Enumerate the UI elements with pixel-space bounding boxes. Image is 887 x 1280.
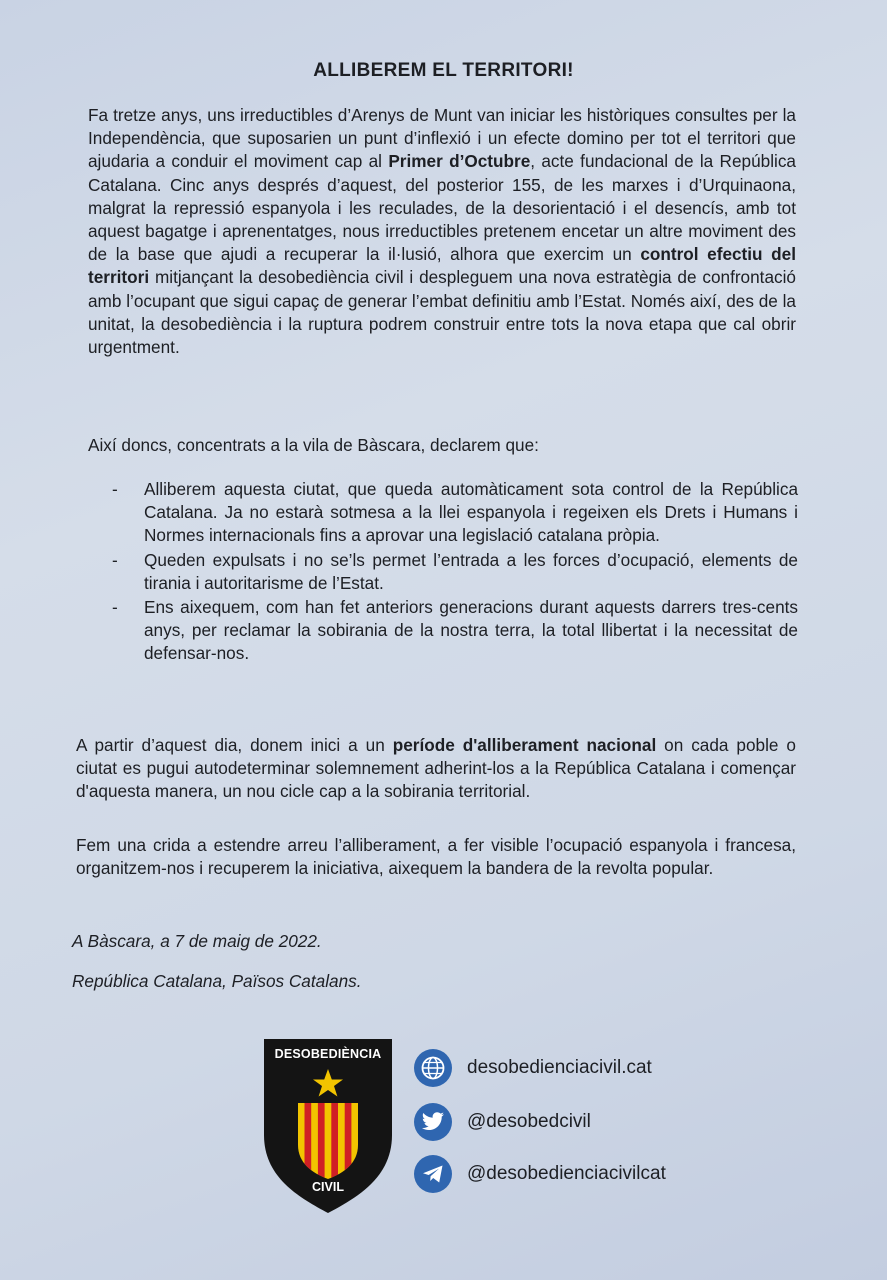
list-dash: - xyxy=(112,597,118,618)
logo-text-top: DESOBEDIÈNCIA xyxy=(274,1047,382,1061)
list-dash: - xyxy=(112,549,118,570)
logo-text-bottom: CIVIL xyxy=(312,1180,344,1194)
contact-telegram[interactable] xyxy=(414,1154,666,1194)
paragraph-liberation-period xyxy=(76,734,796,804)
date-line: A Bàscara, a 7 de maig de 2022. xyxy=(72,931,322,951)
list-item xyxy=(112,596,798,666)
paragraph-declaration-intro: Així doncs, concentrats a la vila de Bàscara, declarem que: xyxy=(88,435,539,455)
paragraph-intro-bold-2: control efectiu del territori xyxy=(88,244,796,288)
list-item xyxy=(112,478,798,548)
paragraph-liberation-text-2: on cada poble o ciutat es pugui autodeterminar solemnement adherint-los a la República Catalana i començar d'aquesta manera, un nou cicle cap a la sobirania territorial. xyxy=(76,735,796,802)
globe-icon xyxy=(414,1049,452,1087)
paragraph-intro-text-3: mitjançant la desobediència civil i despleguem una nova estratègia de confrontació amb l’ocupant que sigui capaç de generar l’embat definitiu amb l’Estat. Només així, des de la unitat, la desobediència i la ruptura podrem construir entre tots la nova etapa que cal obrir urgentment. xyxy=(88,267,796,358)
telegram-plane-icon xyxy=(414,1155,452,1193)
paragraph-intro xyxy=(88,104,796,359)
twitter-bird-icon xyxy=(414,1103,452,1141)
paragraph-liberation-bold: període d'alliberament nacional xyxy=(392,735,657,755)
twitter-handle-link[interactable]: @desobedcivil xyxy=(467,1111,591,1132)
place-line: República Catalana, Països Catalans. xyxy=(72,971,362,991)
declaration-text-2: Queden expulsats i no se’ls permet l’entrada a les forces d’ocupació, elements de tirania i autoritarisme de l’Estat. xyxy=(144,549,798,593)
paragraph-intro-text-1: Fa tretze anys, uns irreductibles d’Arenys de Munt van iniciar les històriques consultes per la Independència, que suposarien un punt d’inflexió i un efecte domino per tot el territori que ajudaria a conduir el moviment cap al xyxy=(88,105,796,172)
website-link[interactable]: desobedienciacivil.cat xyxy=(467,1057,652,1078)
declarations-list xyxy=(112,478,798,667)
paragraph-intro-text-2: , acte fundacional de la República Catalana. Cinc anys després d’aquest, del posterior 155, de les marxes i d’Urquinaona, malgrat la repressió espanyola i les reculades, de la desorientació i el desencís, amb tot aquest bagatge i aprenentatges, nous irreductibles pretenem encetar un altre moviment des de la base que ajudi a recuperar la il·lusió, alhora que exercim un xyxy=(88,151,796,265)
declaration-text-3: Ens aixequem, com han fet anteriors generacions durant aquests darrers tres-cents anys, per reclamar la sobirania de la nostra terra, la total llibertat i la necessitat de defensar-nos. xyxy=(144,597,798,664)
declaration-text-1: Alliberem aquesta ciutat, que queda automàticament sota control de la República Catalana. Ja no estarà sotmesa a la llei espanyola i regeixen els Drets i Humans i Normes internacionals fins a aprovar una legislació catalana pròpia. xyxy=(144,479,798,546)
paragraph-intro-bold-1: Primer d’Octubre xyxy=(388,151,531,172)
paragraph-liberation-text-1: A partir d’aquest dia, donem inici a un xyxy=(76,735,393,755)
document-title: ALLIBEREM EL TERRITORI! xyxy=(313,60,574,81)
paragraph-call-to-action: Fem una crida a estendre arreu l’alliberament, a fer visible l’ocupació espanyola i francesa, organitzem-nos i recuperem la iniciativa, aixequem la bandera de la revolta popular. xyxy=(76,835,796,879)
contact-twitter[interactable] xyxy=(414,1102,591,1142)
contact-website[interactable] xyxy=(414,1048,652,1088)
telegram-handle-link[interactable]: @desobedienciacivilcat xyxy=(467,1163,666,1184)
list-item xyxy=(112,549,798,595)
list-dash: - xyxy=(112,479,118,499)
